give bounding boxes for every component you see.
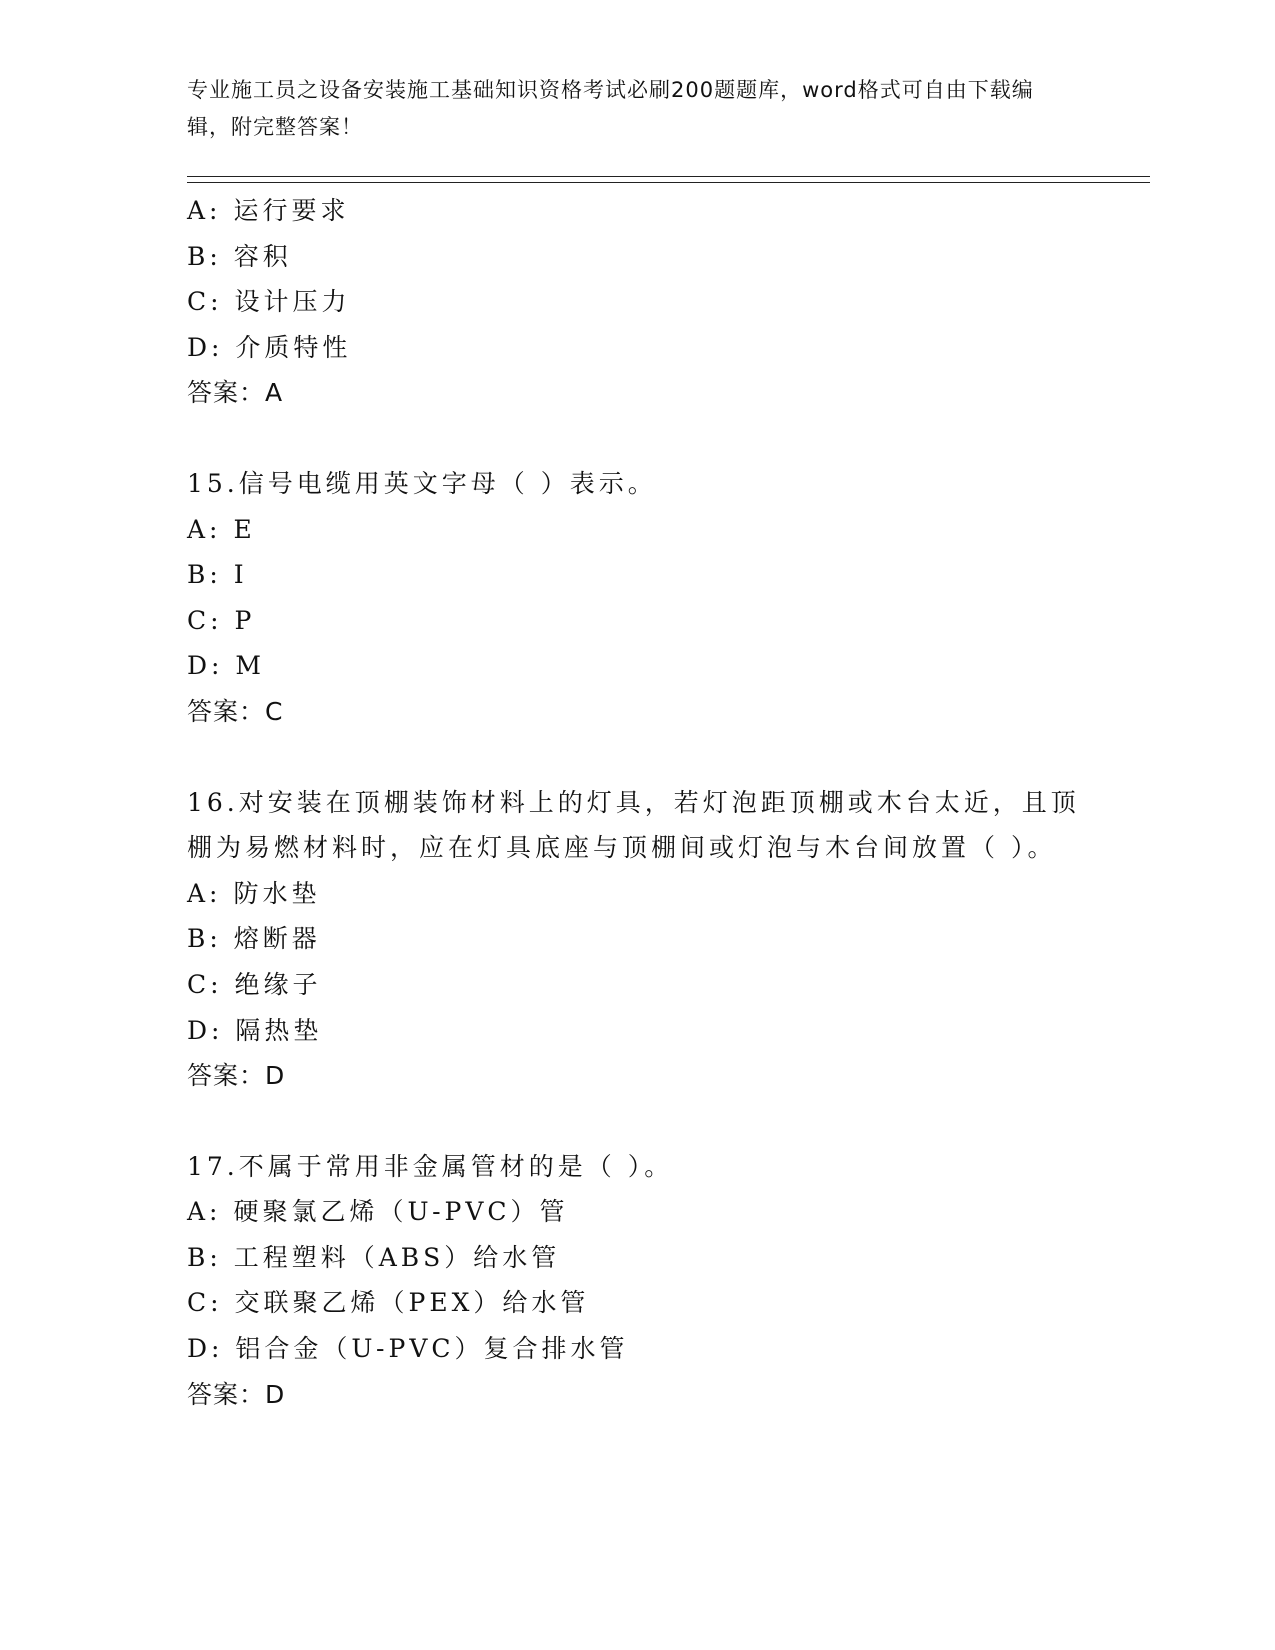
- option-a: [187, 507, 1107, 553]
- option-text: 设计压力: [234, 287, 351, 317]
- question-stem: [187, 461, 1107, 507]
- option-a: [187, 188, 1107, 234]
- question-list: [187, 188, 1107, 1417]
- option-text: 交联聚乙烯（PEX）给水管: [234, 1288, 590, 1318]
- answer-label: 答案：: [187, 696, 266, 726]
- option-c: [187, 598, 1107, 644]
- question-text: 对安装在顶棚装饰材料上的灯具，若灯泡距顶棚或木台太近，且顶棚为易燃材料时，应在灯具底座与顶棚间或灯泡与木台间放置（ ）。: [187, 787, 1080, 863]
- question-number: 16.: [187, 787, 239, 817]
- option-text: P: [234, 605, 256, 635]
- option-letter: C:: [187, 287, 223, 317]
- page-header: 专业施工员之设备安装施工基础知识资格考试必刷200题题库，word格式可自由下载编辑，附完整答案！: [187, 78, 1034, 139]
- option-b: [187, 916, 1107, 962]
- answer-line: [187, 1372, 1107, 1418]
- answer-value: A: [265, 378, 284, 408]
- option-c: [187, 1280, 1107, 1326]
- answer-line: [187, 689, 1107, 735]
- option-letter: D:: [187, 651, 224, 681]
- option-text: M: [235, 651, 266, 681]
- answer-line: [187, 1053, 1107, 1099]
- question-number: 15.: [187, 468, 239, 498]
- question-block-16: [187, 780, 1107, 1099]
- option-text: E: [233, 514, 256, 544]
- option-letter: A:: [187, 514, 222, 544]
- option-text: 硬聚氯乙烯（U-PVC）管: [233, 1197, 569, 1227]
- option-text: 介质特性: [235, 332, 352, 362]
- option-a: [187, 871, 1107, 917]
- question-block-15: [187, 461, 1107, 735]
- option-letter: B:: [187, 1242, 222, 1272]
- option-letter: D:: [187, 1334, 224, 1364]
- header-rule-top: [187, 176, 1150, 177]
- option-letter: C:: [187, 969, 223, 999]
- option-letter: C:: [187, 605, 223, 635]
- option-letter: A:: [187, 1197, 222, 1227]
- option-letter: D:: [187, 332, 224, 362]
- answer-value: D: [265, 1379, 286, 1409]
- question-number: 17.: [187, 1151, 239, 1181]
- option-d: [187, 643, 1107, 689]
- option-b: [187, 1235, 1107, 1281]
- answer-label: 答案：: [187, 378, 266, 408]
- answer-label: 答案：: [187, 1061, 266, 1091]
- header-rule-bottom: [187, 182, 1150, 183]
- question-stem: [187, 1144, 1107, 1190]
- option-c: [187, 279, 1107, 325]
- option-text: 防水垫: [233, 878, 321, 908]
- answer-value: D: [265, 1061, 286, 1091]
- option-text: 隔热垫: [235, 1015, 323, 1045]
- option-letter: D:: [187, 1015, 224, 1045]
- question-block-prev: [187, 188, 1107, 416]
- spacer: [187, 416, 1107, 461]
- option-letter: C:: [187, 1288, 223, 1318]
- option-c: [187, 962, 1107, 1008]
- option-letter: B:: [187, 560, 222, 590]
- option-d: [187, 1008, 1107, 1054]
- option-d: [187, 325, 1107, 371]
- option-text: 熔断器: [233, 924, 321, 954]
- question-text: 信号电缆用英文字母（ ）表示。: [238, 468, 657, 498]
- option-b: [187, 552, 1107, 598]
- option-text: 铝合金（U-PVC）复合排水管: [235, 1334, 629, 1364]
- answer-value: C: [265, 696, 284, 726]
- option-text: 运行要求: [233, 196, 350, 225]
- option-text: 绝缘子: [234, 969, 322, 999]
- answer-line: [187, 370, 1107, 416]
- option-letter: A:: [187, 196, 222, 225]
- question-stem: [187, 780, 1107, 871]
- option-letter: B:: [187, 241, 222, 271]
- question-text: 不属于常用非金属管材的是（ ）。: [238, 1151, 674, 1181]
- question-block-17: [187, 1144, 1107, 1418]
- option-text: 工程塑料（ABS）给水管: [233, 1242, 561, 1272]
- option-letter: A:: [187, 878, 222, 908]
- option-text: 容积: [233, 241, 292, 271]
- option-letter: B:: [187, 924, 222, 954]
- option-text: I: [233, 560, 248, 590]
- option-a: [187, 1189, 1107, 1235]
- answer-label: 答案：: [187, 1379, 266, 1409]
- spacer: [187, 735, 1107, 780]
- spacer: [187, 1099, 1107, 1144]
- option-b: [187, 234, 1107, 280]
- option-d: [187, 1326, 1107, 1372]
